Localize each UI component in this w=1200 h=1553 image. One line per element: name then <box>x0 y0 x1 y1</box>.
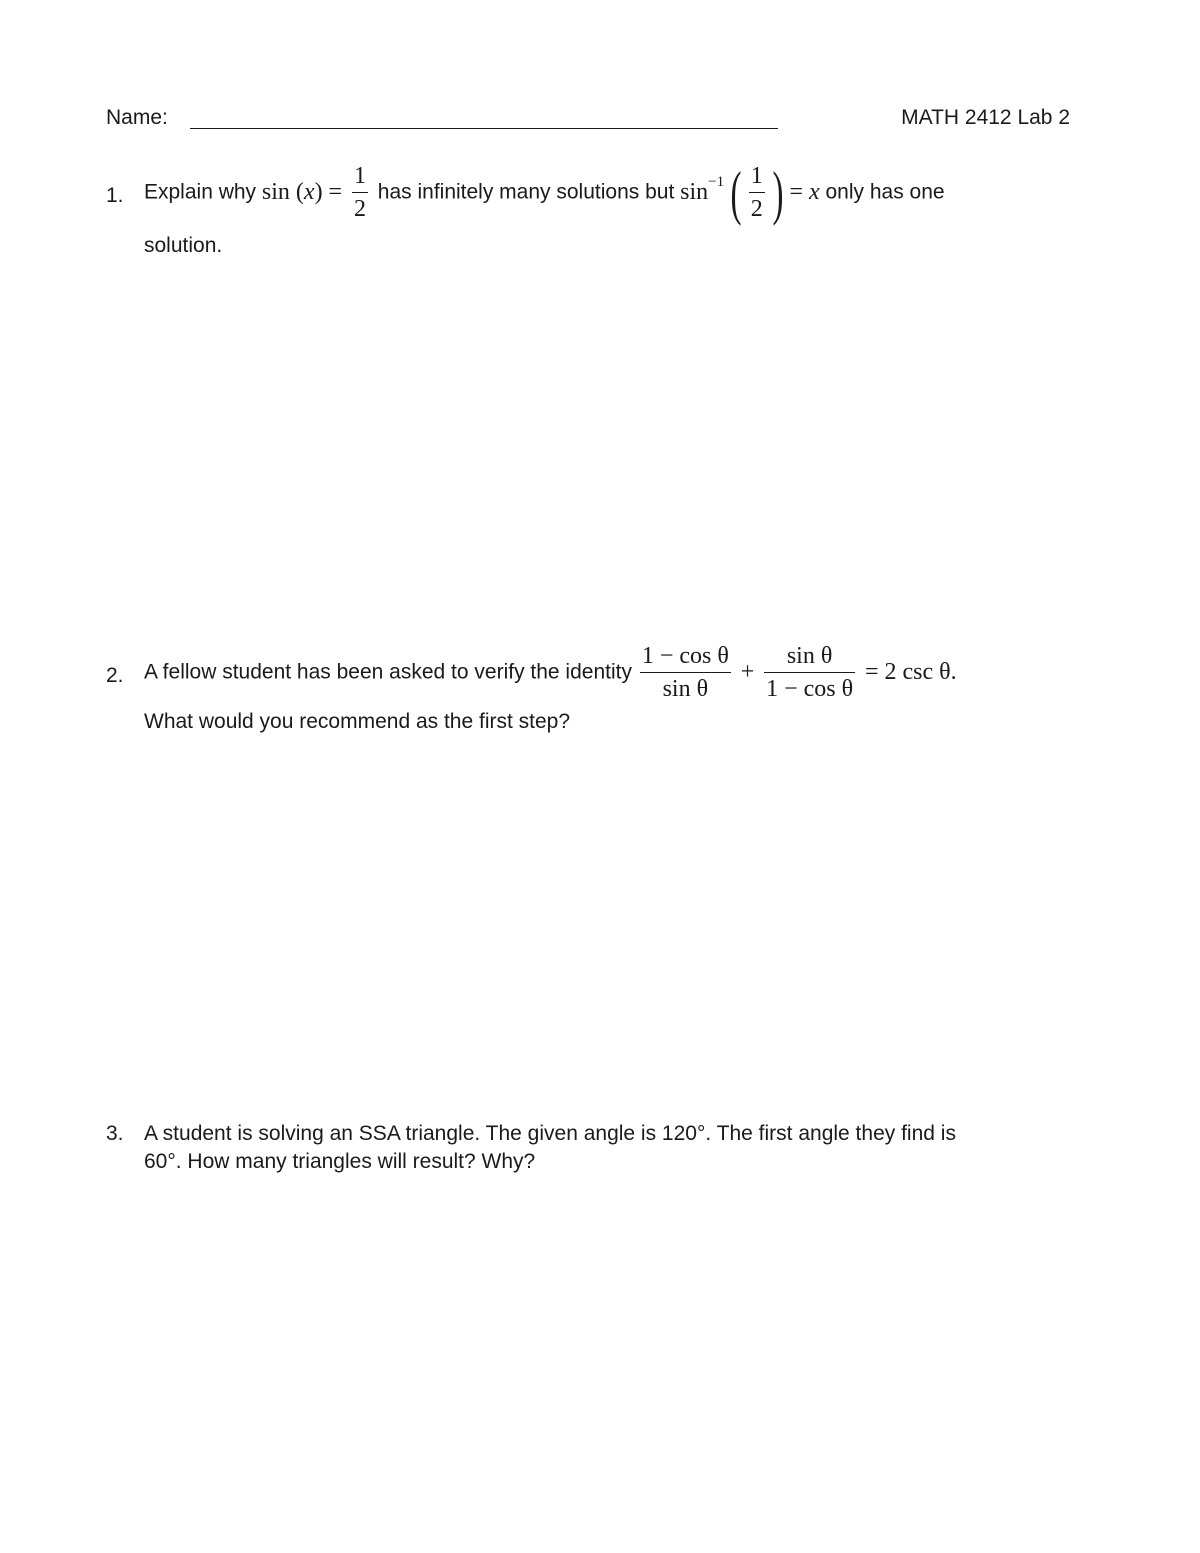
question-3-line-2: 60°. How many triangles will result? Why? <box>144 1150 536 1173</box>
course-title: MATH 2412 Lab 2 <box>901 106 1070 129</box>
name-label: Name: <box>106 106 168 129</box>
question-1-arcsin: $\sin^{-1}$ <box>680 174 725 205</box>
plus-sign: + <box>740 659 755 685</box>
question-1-line-1 <box>144 160 945 225</box>
question-1-eq-x: = x <box>789 179 820 205</box>
question-2-number: 2. <box>106 664 124 687</box>
name-blank-line <box>190 128 778 129</box>
fraction-numerator: sin θ <box>764 640 855 673</box>
question-1-number: 1. <box>106 184 124 207</box>
fraction-denominator: 1 − cos θ <box>766 676 854 702</box>
left-paren-icon: ( <box>730 159 742 226</box>
page-header <box>106 106 1070 136</box>
fraction-denominator: 2 <box>750 196 763 222</box>
fraction-numerator: 1 − cos θ <box>640 640 731 673</box>
question-1-line-2: solution. <box>144 234 223 257</box>
question-2-fraction-1 <box>640 640 731 705</box>
fraction-denominator: sin θ <box>662 676 709 702</box>
question-3-line-1: A student is solving an SSA triangle. The given angle is 120°. The first angle they find is <box>144 1122 956 1145</box>
question-1-text-c: only has one <box>825 180 945 204</box>
question-3-number: 3. <box>106 1122 124 1145</box>
fraction-numerator: 1 <box>749 160 765 193</box>
question-2-line-1 <box>144 640 957 705</box>
question-2-rhs: = 2 csc θ. <box>864 659 957 685</box>
question-1-text-a: Explain why <box>144 180 257 204</box>
question-2-line-2: What would you recommend as the first step? <box>144 710 571 733</box>
right-paren-icon: ) <box>772 159 784 226</box>
fraction-denominator: 2 <box>353 196 366 222</box>
question-1-fraction-2 <box>749 160 765 225</box>
question-2-text-a: A fellow student has been asked to verify the identity <box>144 660 632 684</box>
fraction-numerator: 1 <box>352 160 368 193</box>
question-1-sin-x: sin (x) = <box>261 179 343 205</box>
question-1-fraction <box>352 160 368 225</box>
question-1-text-b: has infinitely many solutions but <box>377 180 675 204</box>
question-2-fraction-2 <box>764 640 855 705</box>
